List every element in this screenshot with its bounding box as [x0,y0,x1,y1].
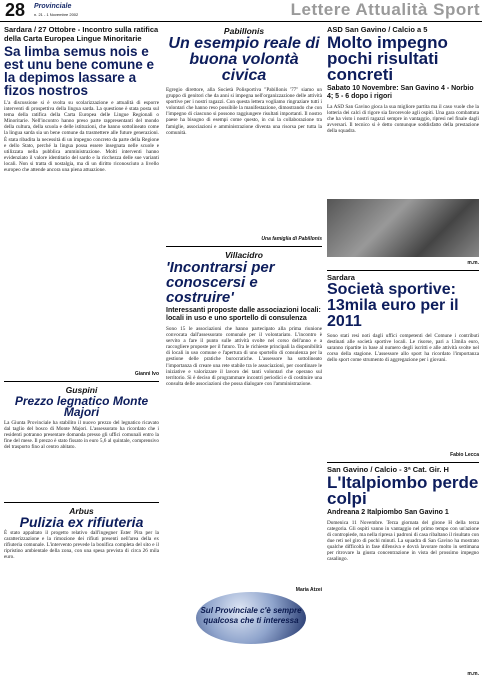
article-headline: Un esempio reale di buona volontà civica [168,35,320,84]
article-subhead: Sabato 10 Novembre: San Gavino 4 - Norbio 4; 5 - 6 dopo i rigori [327,84,474,100]
article-kicker: San Gavino / Calcio - 3ª Cat. Gir. H [327,465,449,474]
dateline: n. 21 - 1 Novembre 2002 [34,12,79,17]
article-place: Villacidro [225,250,263,260]
section-title: Lettere Attualità Sport [290,0,480,19]
column-right [327,25,479,677]
article-subhead: Interessanti proposte dalle associazioni locali: locali in uso e uno sportello di consulenza [166,307,321,322]
article-photo [327,199,479,257]
article-headline: Prezzo legnatico Monte Majori [14,394,149,419]
article-place: Arbus [69,506,94,516]
page-number: 28 [5,0,26,20]
article-headline: L'Italpiombo perde colpi [327,472,479,508]
article-signature: Gianni Ivo [134,371,159,377]
masthead [0,0,482,22]
article-place: Pabillonis [223,26,265,36]
article-kicker: Sardara / 27 Ottobre - Incontro sulla ratifica della Carta Europea Lingue Minoritarie [4,25,159,43]
column-left [4,26,159,651]
divider [4,502,159,503]
article-signature: m.m. [467,259,479,266]
article-headline: Sa limba semus nois e est unu bene comune e la depimos lassare a fizos nostros [4,44,155,98]
article-signature: Fabio Lecca [450,452,479,458]
article-place: Sardara [327,272,355,282]
article-body: Domenica 11 Novembre. Terza giornata del girone H della terza categoria. Gli ospiti vanno in vantaggio nel primo tempo con un'azione di contropiede, ma nella ripresa i padroni di casa ribaltano il risultato con due reti nel giro di pochi minuti. La squadra di San Gavino ha mostrato qualche difficoltà in fase difensiva e dovrà lavorare molto in settimana per ritrovare la giusta concentrazione in vista del prossimo impegno casalingo. [327,519,479,563]
divider [4,381,159,382]
article-body: È stato appaltato il progetto relativo dall'ingegner Ester Pira per la caratterizzazione e la rimozione dei rifiuti presenti nell'area della ex rifiuteria comunale. L'intervento prevede la bonifica completa del sito e il ripristino ambientale della zona, con una spesa prevista di circa 26 mila euro. [4,530,159,561]
article-headline: 'Incontrarsi per conoscersi e costruire' [166,259,275,306]
article-body: L'a discussione si è svolta su scolarizzazione e attualità di esporre interventi di prospettiva della lingua sarda. La questione è stata posta sul tema della ratifica della Carta Europea delle Lingue Regionali o Minoritarie. Nell'incontro hanno preso parte rappresentanti del mondo della cultura, della scuola e delle istituzioni, che hanno sottolineato come la lingua sarda sia un bene comune da trasmettere alle future generazioni. È stata ribadita la necessità di un impegno concreto da parte della Regione e dello Stato, perché la lingua possa essere insegnata nelle scuole e utilizzata nella pubblica amministrazione. Molti interventi hanno evidenziato il valore identitario del sardo e la ricchezza delle sue varianti locali. Non si tratta di nostalgia, ma di un diritto riconosciuto a livello europeo che attende ancora una piena attuazione. [4,100,159,174]
article-headline: Società sportive: 13mila euro per il 2011 [327,281,459,330]
article-signature: Una famiglia di Pabillonis [261,236,322,242]
logo: Provinciale [34,3,72,10]
article-subhead: Andreana 2 Italpiombo San Gavino 1 [327,508,449,516]
article-body: Egregio direttore, alla Società Polisportiva "Pabillonis '77" siamo un gruppo di genitori che da anni si impegna nell'organizzazione delle attività sportive per i nostri ragazzi. Con questa lettera vogliamo ringraziare tutti i volontari che hanno reso possibile la manifestazione, dimostrando che con l'impegno di ciascuno si possono raggiungere risultati importanti. Il nostro paese ha bisogno di esempi come questo, in cui la collaborazione tra famiglie, associazioni e amministrazione diventa una risorsa per tutta la comunità. [166,87,322,136]
article-kicker: ASD San Gavino / Calcio a 5 [327,25,428,34]
article-body: La Giunta Provinciale ha stabilito il nuovo prezzo del legnatico ricavato dal taglio del bosco di Monte Majori. L'assessorato ha ricordato che i residenti potranno presentare domanda presso gli uffici comunali entro la fine del mese. Il prezzo è stato fissato in euro 5,6 al quintale, comprensivo del trasporto fino al centro abitato. [4,420,159,451]
promo-banner-text: Sul Provinciale c'è sempre qualcosa che ti interessa [200,606,302,625]
article-body: La ASD San Gavino gioca la sua migliore partita ma il caso vuole che la lotteria dei calci di rigore sia favorevole agli ospiti. Una gara combattuta che ha visto i nostri ragazzi sempre in vantaggio, ripresi nel finale dagli avversari. Il tecnico si è detto comunque soddisfatto della prestazione della squadra. [327,103,479,134]
article-headline: Pulizia ex rifiuteria [19,514,144,530]
article-place: Guspini [65,385,98,395]
divider [327,270,479,271]
article-body: Sono stati resi noti dagli uffici competenti del Comune i contributi destinati alle società sportive locali. Le risorse, pari a 13mila euro, saranno ripartite in base al numero degli iscritti e alle attività svolte nel corso della stagione. L'assessore allo sport ha ricordato l'importanza dello sport come strumento di aggregazione per i giovani. [327,333,479,364]
article-body: Sono 15 le associazioni che hanno partecipato alla prima riunione convocata dall'assessorato comunale per il volontariato. L'incontro è servito a fare il punto sulle attività svolte nel corso dell'anno e a raccogliere proposte per il futuro. Tra le richieste principali la disponibilità di locali in uso comune e l'apertura di uno sportello di consulenza per la gestione delle pratiche burocratiche. L'assessore ha sottolineato l'importanza di creare una rete stabile tra le associazioni, per coordinare le iniziative e valorizzare il lavoro dei tanti volontari che operano sul territorio. Si è deciso di programmare incontri periodici e di costituire una consulta delle associazioni che possa dialogare con l'amministrazione. [166,326,322,387]
divider [327,462,479,463]
article-signature: Maria Atzei [295,587,322,593]
divider [166,246,322,247]
column-middle [166,26,322,593]
article-signature: m.m. [467,670,479,677]
article-headline: Molto impegno pochi risultati concreti [327,32,448,84]
